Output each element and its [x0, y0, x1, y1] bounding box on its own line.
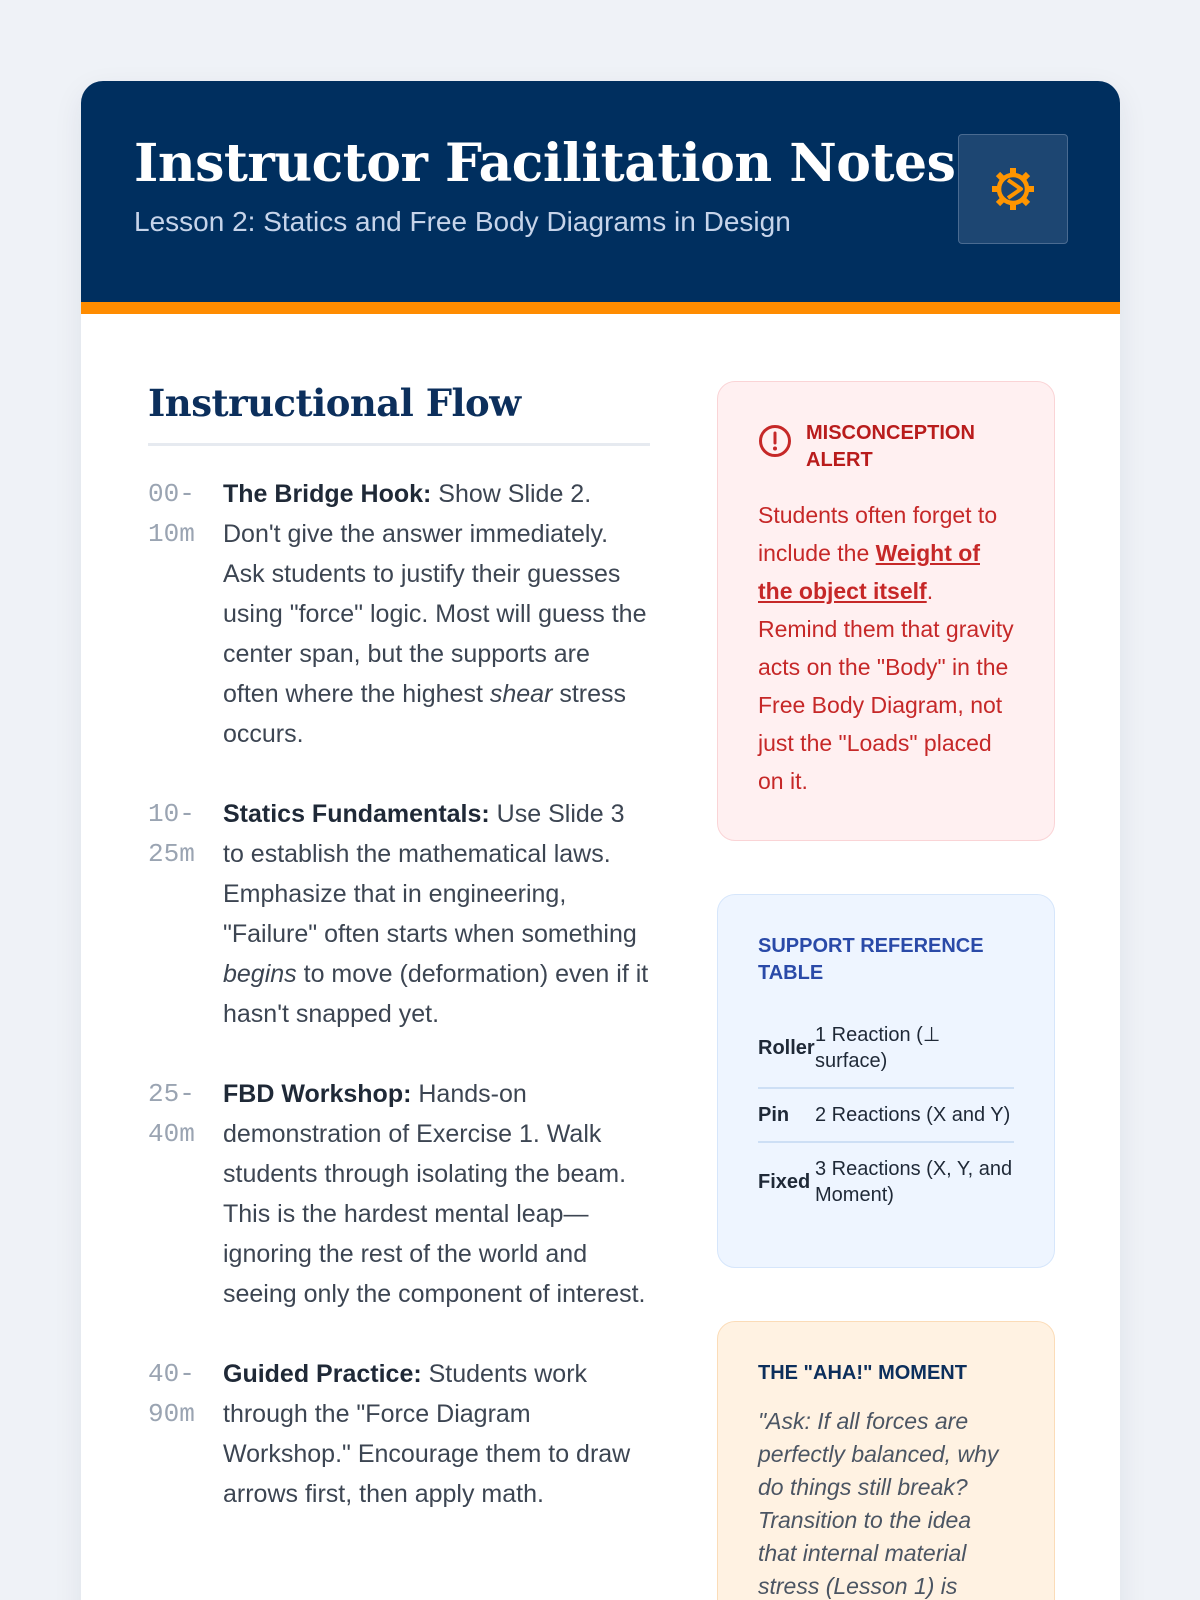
flow-emphasis: shear [489, 680, 553, 708]
flow-item [148, 474, 650, 754]
notes-card [81, 81, 1120, 1600]
flow-description [223, 1074, 650, 1314]
flow-text: Hands-on demonstration of Exercise 1. Walk students through isolating the beam. This is the hardest mental leap—ignoring the rest of the world and seeing only the component of interest. [223, 1080, 646, 1308]
flow-list [148, 474, 650, 1514]
alert-text [758, 496, 1014, 800]
flow-time [148, 1074, 223, 1314]
flow-title: Guided Practice: [223, 1360, 422, 1388]
flow-time-start: 40- [148, 1359, 195, 1389]
flow-title: The Bridge Hook: [223, 480, 432, 508]
flow-time [148, 794, 223, 1034]
support-reactions: 2 Reactions (X and Y) [815, 1088, 1014, 1142]
flow-text: stress occurs. [223, 680, 627, 748]
flow-description [223, 474, 650, 754]
flow-time [148, 474, 223, 754]
flow-time [148, 1354, 223, 1514]
section-title: Instructional Flow [148, 381, 650, 446]
flow-time-end: 90m [148, 1399, 195, 1429]
alert-circle-icon [758, 424, 792, 458]
flow-title: FBD Workshop: [223, 1080, 412, 1108]
support-title: SUPPORT REFERENCE TABLE [758, 935, 984, 984]
flow-time-start: 25- [148, 1079, 195, 1109]
instructional-flow-section [148, 381, 650, 1554]
flow-time-end: 40m [148, 1119, 195, 1149]
flow-text: Students work through the "Force Diagram Workshop." Encourage them to draw arrows first, then apply math. [223, 1360, 631, 1508]
table-row [758, 1009, 1014, 1088]
support-type: Fixed [758, 1142, 815, 1221]
misconception-alert-box [717, 381, 1055, 841]
flow-item [148, 1074, 650, 1314]
settings-button[interactable] [958, 134, 1068, 244]
flow-item [148, 794, 650, 1034]
flow-emphasis: begins [223, 960, 297, 988]
page-subtitle: Lesson 2: Statics and Free Body Diagrams in Design [134, 206, 791, 237]
flow-title: Statics Fundamentals: [223, 800, 490, 828]
header-accent-bar [81, 302, 1120, 314]
alert-text-part: . Remind them that gravity acts on the "Body" in the Free Body Diagram, not just the "Loads" placed on it. [758, 578, 1014, 794]
support-table [758, 1009, 1014, 1221]
support-reactions: 3 Reactions (X, Y, and Moment) [815, 1142, 1014, 1221]
support-type: Pin [758, 1088, 815, 1142]
alert-text-part: Students often forget to include the [758, 502, 998, 566]
aha-quote: "Ask: If all forces are perfectly balanced, why do things still break? Transition to the idea that internal material stress (Lesson 1) is [758, 1408, 999, 1599]
support-reactions: 1 Reaction (⊥ surface) [815, 1024, 941, 1072]
aha-moment-box [717, 1321, 1055, 1600]
table-row [758, 1088, 1014, 1142]
gear-icon [988, 164, 1038, 214]
flow-text: Use Slide 3 to establish the mathematical laws. Emphasize that in engineering, "Failure" often starts when something [223, 800, 637, 948]
flow-text: Show Slide 2. Don't give the answer immediately. Ask students to justify their guesses using "force" logic. Most will guess the center span, but the supports are often where the highest [223, 480, 647, 708]
flow-item [148, 1354, 650, 1514]
page-header [81, 81, 1120, 302]
support-reference-box [717, 894, 1055, 1268]
flow-text: to move (deformation) even if it hasn't snapped yet. [223, 960, 649, 1028]
alert-highlight: Weight of the object itself [758, 540, 980, 604]
flow-time-start: 00- [148, 479, 195, 509]
flow-time-end: 25m [148, 839, 195, 869]
alert-header [758, 420, 1014, 474]
table-row [758, 1142, 1014, 1221]
flow-time-end: 10m [148, 519, 195, 549]
page-title: Instructor Facilitation Notes [134, 133, 956, 194]
flow-description [223, 794, 650, 1034]
aha-title: THE "AHA!" MOMENT [758, 1362, 967, 1384]
flow-time-start: 10- [148, 799, 195, 829]
flow-description [223, 1354, 650, 1514]
alert-title: MISCONCEPTION ALERT [806, 422, 975, 471]
support-type: Roller [758, 1037, 815, 1059]
